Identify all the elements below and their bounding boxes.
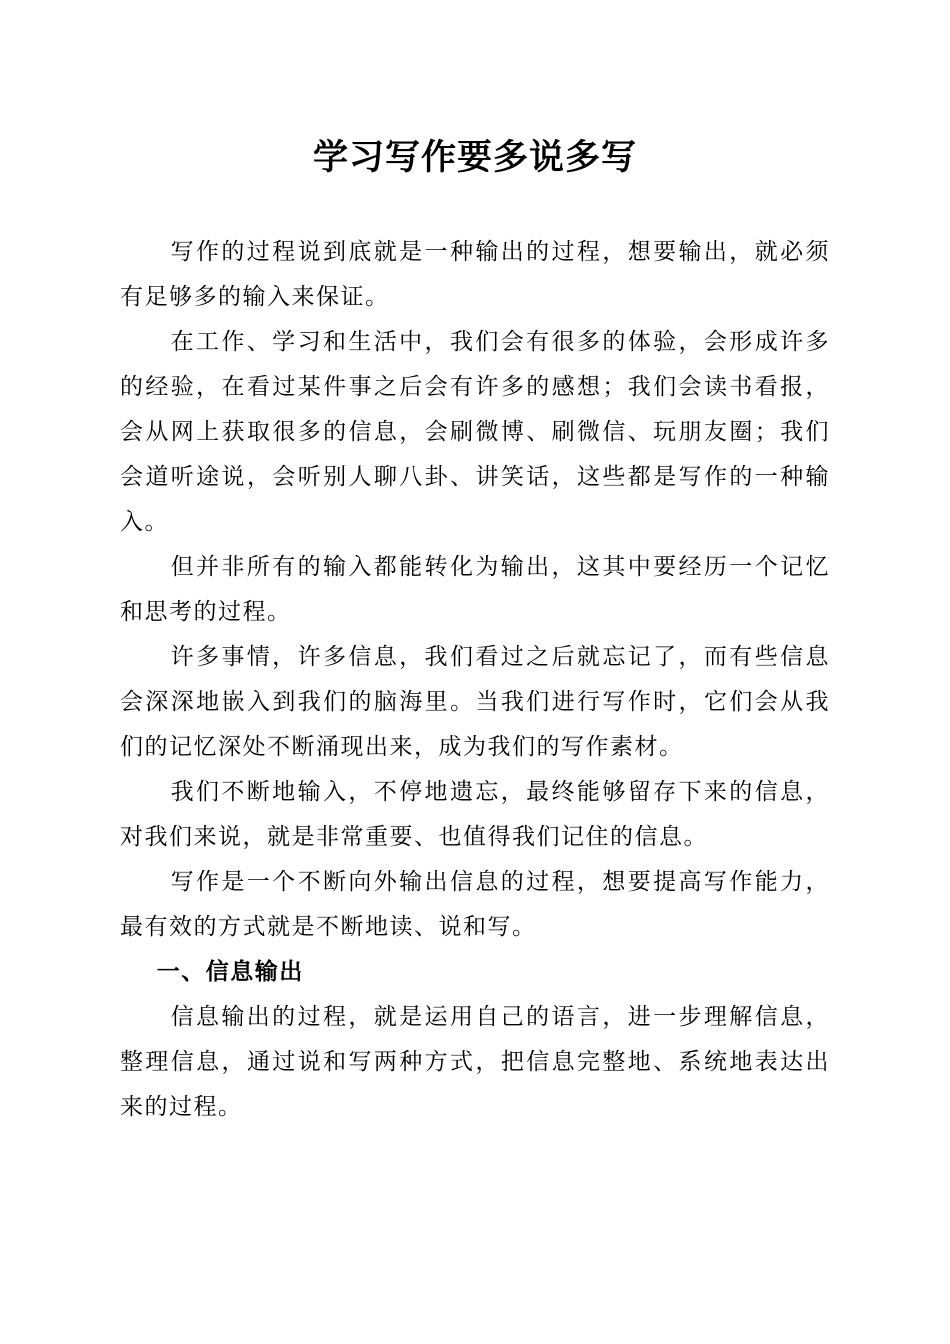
paragraph: 写作的过程说到底就是一种输出的过程，想要输出，就必须有足够多的输入来保证。 (120, 239, 830, 310)
document-body (120, 230, 830, 1130)
paragraph: 信息输出的过程，就是运用自己的语言，进一步理解信息，整理信息，通过说和写两种方式，把信息完整地、系统地表达出来的过程。 (120, 1004, 830, 1120)
paragraph: 但并非所有的输入都能转化为输出，这其中要经历一个记忆和思考的过程。 (120, 554, 830, 625)
document-title: 学习写作要多说多写 (312, 137, 637, 178)
paragraph: 我们不断地输入，不停地遗忘，最终能够留存下来的信息，对我们来说，就是非常重要、也值得我们记住的信息。 (120, 779, 830, 850)
section-heading: 一、信息输出 (156, 959, 304, 985)
paragraph: 写作是一个不断向外输出信息的过程，想要提高写作能力，最有效的方式就是不断地读、说和写。 (120, 869, 830, 940)
paragraph: 在工作、学习和生活中，我们会有很多的体验，会形成许多的经验，在看过某件事之后会有许多的感想；我们会读书看报，会从网上获取很多的信息，会刷微博、刷微信、玩朋友圈；我们会道听途说，会听别人聊八卦、讲笑话，这些都是写作的一种输入。 (120, 329, 830, 535)
paragraph: 许多事情，许多信息，我们看过之后就忘记了，而有些信息会深深地嵌入到我们的脑海里。当我们进行写作时，它们会从我们的记忆深处不断涌现出来，成为我们的写作素材。 (120, 644, 830, 760)
